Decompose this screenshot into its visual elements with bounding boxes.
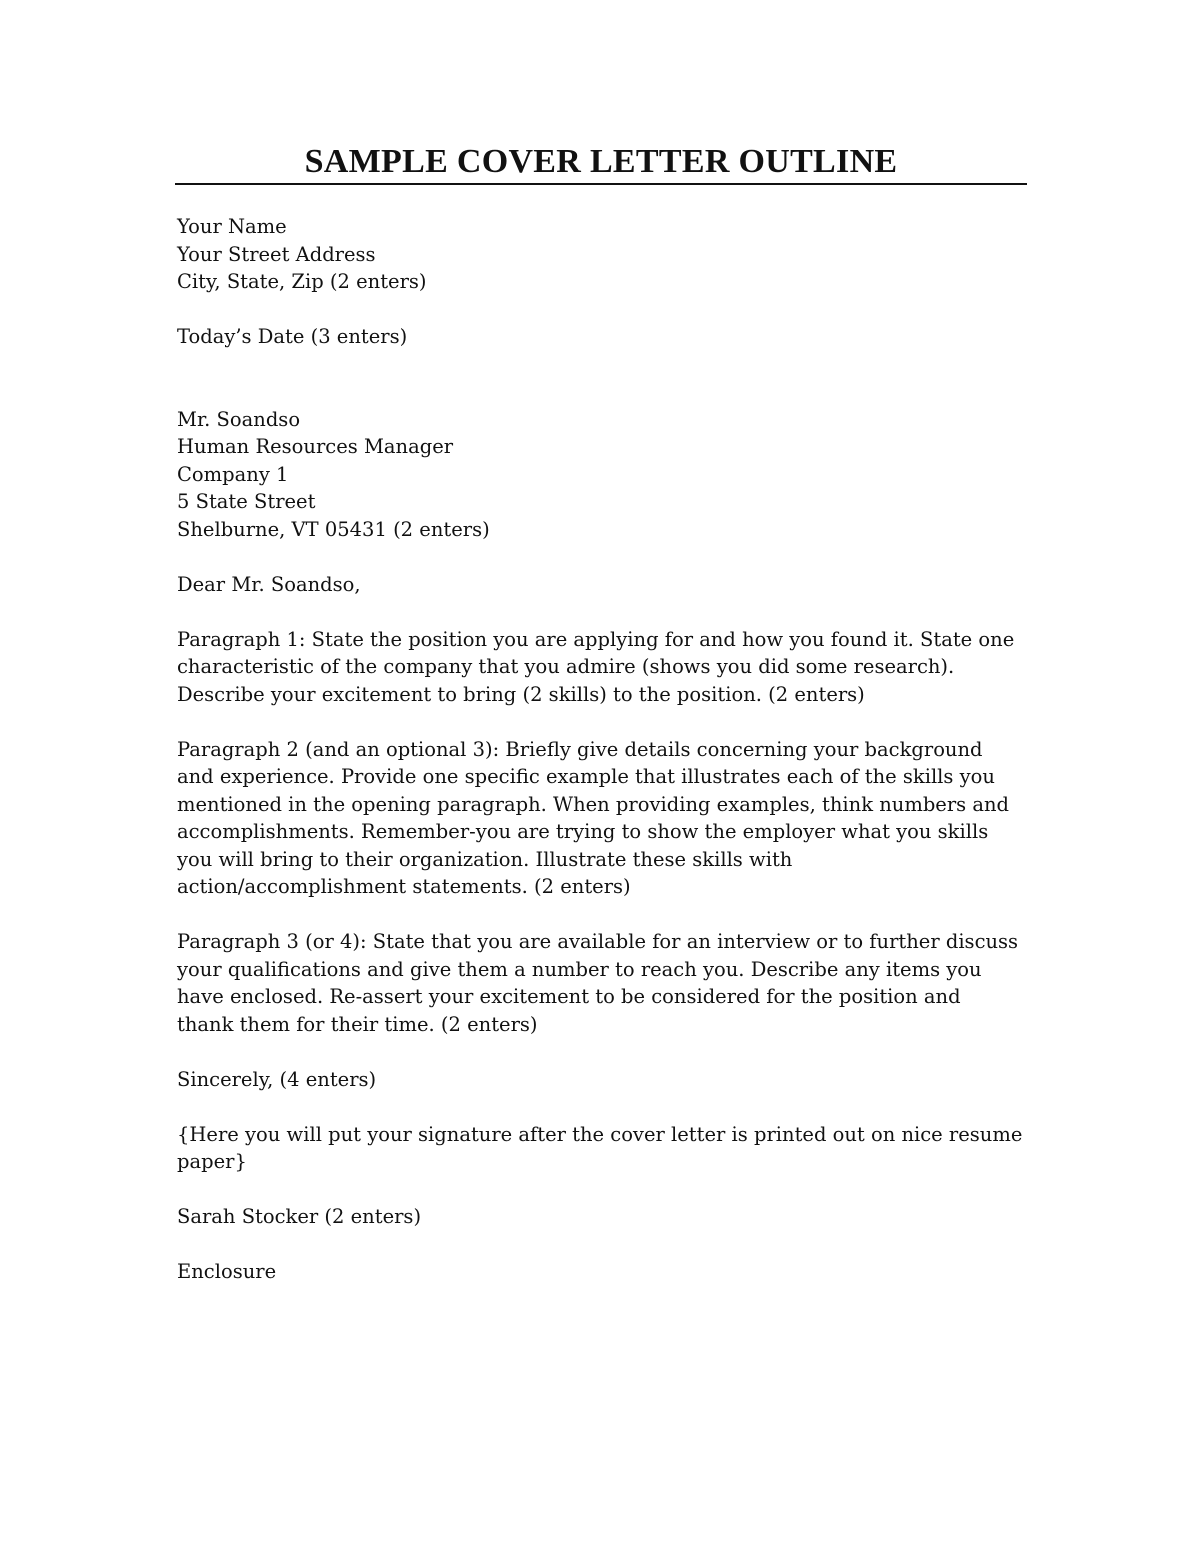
recipient-address [177, 406, 1032, 544]
signature-note-line: paper} [177, 1150, 247, 1173]
signature-note [177, 1121, 1032, 1176]
paragraph-3 [177, 928, 1032, 1038]
paragraph-1-line: Paragraph 1: State the position you are applying for and how you found it. State one [177, 627, 1015, 651]
sender-name: Your Name [177, 215, 287, 238]
paragraph-1-line: Describe your excitement to bring (2 skills) to the position. (2 enters) [177, 682, 865, 706]
paragraph-2-line: accomplishments. Remember-you are trying to show the employer what you skills [177, 820, 989, 843]
paragraph-2-line: you will bring to their organization. Illustrate these skills with [177, 847, 793, 871]
letter-body [177, 213, 1032, 1313]
signer-name: Sarah Stocker (2 enters) [177, 1205, 422, 1228]
signer-block [177, 1203, 1032, 1231]
recipient-street: 5 State Street [177, 490, 316, 513]
sender-street: Your Street Address [177, 242, 376, 266]
closing: Sincerely, (4 enters) [177, 1067, 377, 1091]
sender-address [177, 213, 1032, 296]
salutation-block [177, 571, 1032, 599]
salutation: Dear Mr. Soandso, [177, 572, 361, 596]
closing-block [177, 1066, 1032, 1094]
paragraph-1 [177, 626, 1032, 709]
sender-city-line: City, State, Zip (2 enters) [177, 270, 427, 293]
paragraph-2-line: action/accomplishment statements. (2 enters) [177, 875, 631, 898]
paragraph-3-line: have enclosed. Re-assert your excitement to be considered for the position and [177, 985, 961, 1008]
date-line: Today’s Date (3 enters) [177, 325, 408, 348]
recipient-name: Mr. Soandso [177, 407, 301, 431]
date-block [177, 323, 1032, 351]
enclosure-block [177, 1258, 1032, 1286]
paragraph-2-line: Paragraph 2 (and an optional 3): Briefly give details concerning your background [177, 737, 983, 761]
enclosure: Enclosure [177, 1260, 277, 1283]
paragraph-3-line: thank them for their time. (2 enters) [177, 1012, 538, 1036]
paragraph-2-line: and experience. Provide one specific example that illustrates each of the skills you [177, 765, 995, 788]
paragraph-2 [177, 736, 1032, 901]
title-underline [175, 183, 1027, 185]
paragraph-3-line: your qualifications and give them a number to reach you. Describe any items you [177, 957, 982, 981]
paragraph-1-line: characteristic of the company that you admire (shows you did some research). [177, 655, 955, 678]
signature-note-line: {Here you will put your signature after the cover letter is printed out on nice resume [177, 1122, 1023, 1146]
paragraph-2-line: mentioned in the opening paragraph. When providing examples, think numbers and [177, 792, 1010, 816]
recipient-city-line: Shelburne, VT 05431 (2 enters) [177, 517, 490, 541]
recipient-title: Human Resources Manager [177, 435, 454, 458]
paragraph-3-line: Paragraph 3 (or 4): State that you are available for an interview or to further discuss [177, 930, 1019, 953]
recipient-company: Company 1 [177, 462, 289, 486]
page-title: SAMPLE COVER LETTER OUTLINE [304, 143, 898, 180]
